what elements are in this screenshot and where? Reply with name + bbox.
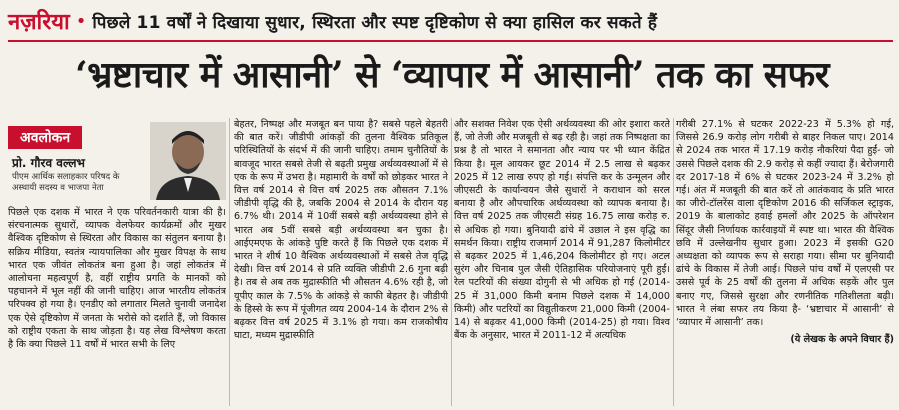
section-label: अवलोकन — [8, 126, 82, 149]
top-strapline — [8, 4, 893, 38]
author-box — [8, 118, 226, 200]
article-column-1: पिछले एक दशक में भारत ने एक परिवर्तनकारी यात्रा की है। संरचनात्मक सुधारों, व्यापक वेलफेयर कार्यक्रमों और मुखर वैश्विक दृष्टिकोण से स्थिरता और विकास का संतुलन बनाया है। सक्रिय मीडिया, स्वतंत्र न्यायपालिका और मुखर विपक्ष के साथ भारत एक जीवंत लोकतंत्र बना हुआ है। जहां लोकतंत्र में आलोचना महत्वपूर्ण है, वहीं राष्ट्रीय प्रगति के मानकों को पहचानने में भूल नहीं की जानी चाहिए। आज भारतीय लोकतंत्र परिपक्व हो गया है। एनडीए को लगातार मिलते चुनावी जनादेश एक ऐसे दृष्टिकोण में जनता के भरोसे को दर्शाते हैं, जो विकास को राष्ट्रीय एकता के साथ जोड़ता है। यह लेख विश्लेषण करता है कि क्या पिछले 11 वर्षों में भारत सभी के लिए — [8, 207, 226, 351]
author-designation: पीएम आर्थिक सलाहकार परिषद के अस्थायी सदस्य व भाजपा नेता — [12, 172, 120, 193]
author-photo-icon — [150, 122, 226, 200]
author-name: प्रो. गौरव वल्लभ — [12, 156, 85, 170]
article-column-2: बेहतर, निष्पक्ष और मजबूत बन पाया है? सबसे पहले बेहतरी की बात करें। जीडीपी आंकड़ों की तुलना वैश्विक प्रतिकूल परिस्थितियों के संदर्भ में की जानी चाहिए। तमाम चुनौतियों के बावजूद भारत सबसे तेजी से बढ़ती प्रमुख अर्थव्यवस्थाओं में से एक के रूप में उभरा है। महामारी के वर्षों को छोड़कर भारत ने वित्त वर्ष 2014 से वित्त वर्ष 2025 तक औसतन 7.1% जीडीपी वृद्धि की है, जबकि 2004 से 2014 के दौरान यह 6.7% थी। 2014 में 10वीं सबसे बड़ी अर्थव्यवस्था होने से भारत अब 5वीं सबसे बड़ी अर्थव्यवस्था बन चुका है। आईएमएफ के आंकड़े पुष्टि करते हैं कि पिछले एक दशक में भारत ने शीर्ष 10 वैश्विक अर्थव्यवस्थाओं में सबसे तेज वृद्धि देखी। वित्त वर्ष 2014 से प्रति व्यक्ति जीडीपी 2.6 गुना बढ़ी है। तब से अब तक मुद्रास्फीति भी औसतन 4.6% रही है, जो यूपीए काल के 7.5% के आंकड़े से काफी बेहतर है। जीडीपी के हिस्से के रूप में पूंजीगत व्यय 2004-14 के दौरान 2% से बढ़कर वित्त वर्ष 2025 में 3.1% हो गया। कम राजकोषीय घाटा, मध्यम मुद्रास्फीति — [234, 119, 448, 342]
kicker-text: पिछले 11 वर्षों ने दिखाया सुधार, स्थिरता और स्पष्ट दृष्टिकोण से क्या हासिल कर सकते हैं — [92, 12, 658, 33]
article-column-3: और सशक्त निवेश एक ऐसी अर्थव्यवस्था की ओर इशारा करते हैं, जो तेजी और मजबूती से बढ़ रही है। जहां तक निष्पक्षता का प्रश्न है तो भारत ने समानता और न्याय पर भी ध्यान केंद्रित किया है। मूल आयकर छूट 2014 में 2.5 लाख से बढ़कर 2025 में 12 लाख रुपए हो गई। संपत्ति कर के उन्मूलन और जीएसटी के कार्यान्वयन जैसे सुधारों ने कराधान को सरल बनाया है और औपचारिक अर्थव्यवस्था को व्यापक बनाया है। वित्त वर्ष 2025 तक जीएसटी संग्रह 16.75 लाख करोड़ रु. से अधिक हो गया। बुनियादी ढांचे में उछाल ने इस वृद्धि का समर्थन किया। राष्ट्रीय राजमार्ग 2014 में 91,287 किलोमीटर से बढ़कर 2025 में 1,46,204 किलोमीटर हो गए। अटल सुरंग और चिनाब पुल जैसी ऐतिहासिक परियोजनाएं पूरी हुईं। रेल पटरियों की संख्या दोगुनी से भी अधिक हो गई (2014-25 में 31,000 किमी बनाम पिछले दशक में 14,000 किमी) और पटरियों का विद्युतीकरण 21,000 किमी (2004-14) से बढ़कर 41,000 किमी (2014-25) हो गया। विश्व बैंक के अनुसार, भारत में 2011-12 में अत्यधिक — [454, 119, 670, 342]
column-divider — [673, 118, 674, 406]
page-title: ‘भ्रष्टाचार में आसानी’ से ‘व्यापार में आसानी’ तक का सफर — [75, 54, 829, 96]
article-column-4 — [676, 118, 894, 406]
bullet-icon: • — [75, 10, 87, 32]
article-column-4-text: गरीबी 27.1% से घटकर 2022-23 में 5.3% हो गई, जिससे 26.9 करोड़ लोग गरीबी से बाहर निकल पाए। 2014 से 2024 तक भारत में 17.19 करोड़ नौकरियां पैदा हुईं- जो उससे पिछले दशक की 2.9 करोड़ से कहीं ज्यादा हैं। बेरोजगारी दर 2017-18 में 6% से घटकर 2023-24 में 3.2% हो गई। अंत में मजबूती की बात करें तो आतंकवाद के प्रति भारत का जीरो-टॉलरेंस वाला दृष्टिकोण 2016 की सर्जिकल स्ट्राइक, 2019 के बालाकोट हवाई हमलों और 2025 के ऑपरेशन सिंदूर जैसी निर्णायक कार्रवाइयों में स्पष्ट था। भारत की वैश्विक छवि में उल्लेखनीय सुधार हुआ। 2023 में इसकी G20 अध्यक्षता को व्यापक रूप से सराहा गया। सीमा पर बुनियादी ढांचे के विकास में तेजी आई। पिछले पांच वर्षों में एलएसी पर उससे पूर्व के 25 वर्षों की तुलना में अधिक सड़कें और पुल बनाए गए, जिससे सुरक्षा और रणनीतिक गतिशीलता बढ़ी। भारत ने लंबा सफर तय किया है- ‘भ्रष्टाचार में आसानी’ से ‘व्यापार में आसानी’ तक। — [676, 119, 894, 329]
column-divider — [229, 118, 230, 406]
column-divider — [451, 118, 452, 406]
header-rule — [8, 40, 893, 42]
column-brand: नज़रिया — [8, 9, 70, 35]
author-disclaimer: (ये लेखक के अपने विचार हैं) — [790, 334, 894, 346]
